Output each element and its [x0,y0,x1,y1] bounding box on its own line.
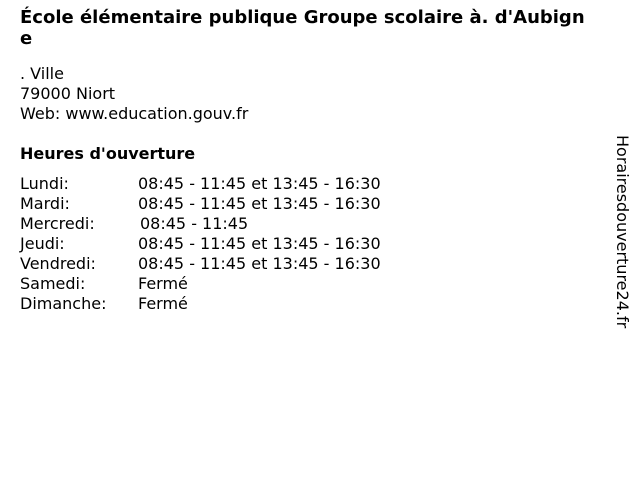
hours-time-value: 08:45 - 11:45 et 13:45 - 16:30 [138,234,381,253]
hours-day-label: Dimanche: [20,294,107,313]
watermark-text: Horairesdouverture24.fr [613,135,632,329]
hours-day-label: Lundi: [20,174,69,193]
hours-time-value: Fermé [138,294,188,313]
hours-time-value: 08:45 - 11:45 et 13:45 - 16:30 [138,174,381,193]
hours-time-value: 08:45 - 11:45 [140,214,249,233]
website-line: Web: www.education.gouv.fr [20,104,249,123]
hours-day-label: Mercredi: [20,214,95,233]
hours-day-label: Vendredi: [20,254,96,273]
address-city: 79000 Niort [20,84,116,103]
hours-time-value: Fermé [138,274,188,293]
hours-heading: Heures d'ouverture [20,144,196,163]
hours-time-value: 08:45 - 11:45 et 13:45 - 16:30 [138,194,381,213]
address-block [20,64,248,124]
hours-day-label: Jeudi: [20,234,65,253]
page-title: École élémentaire publique Groupe scolaire à. d'Aubigne [20,7,585,49]
hours-day-label: Samedi: [20,274,86,293]
hours-day-label: Mardi: [20,194,70,213]
hours-time-value: 08:45 - 11:45 et 13:45 - 16:30 [138,254,381,273]
address-street: . Ville [20,64,64,83]
